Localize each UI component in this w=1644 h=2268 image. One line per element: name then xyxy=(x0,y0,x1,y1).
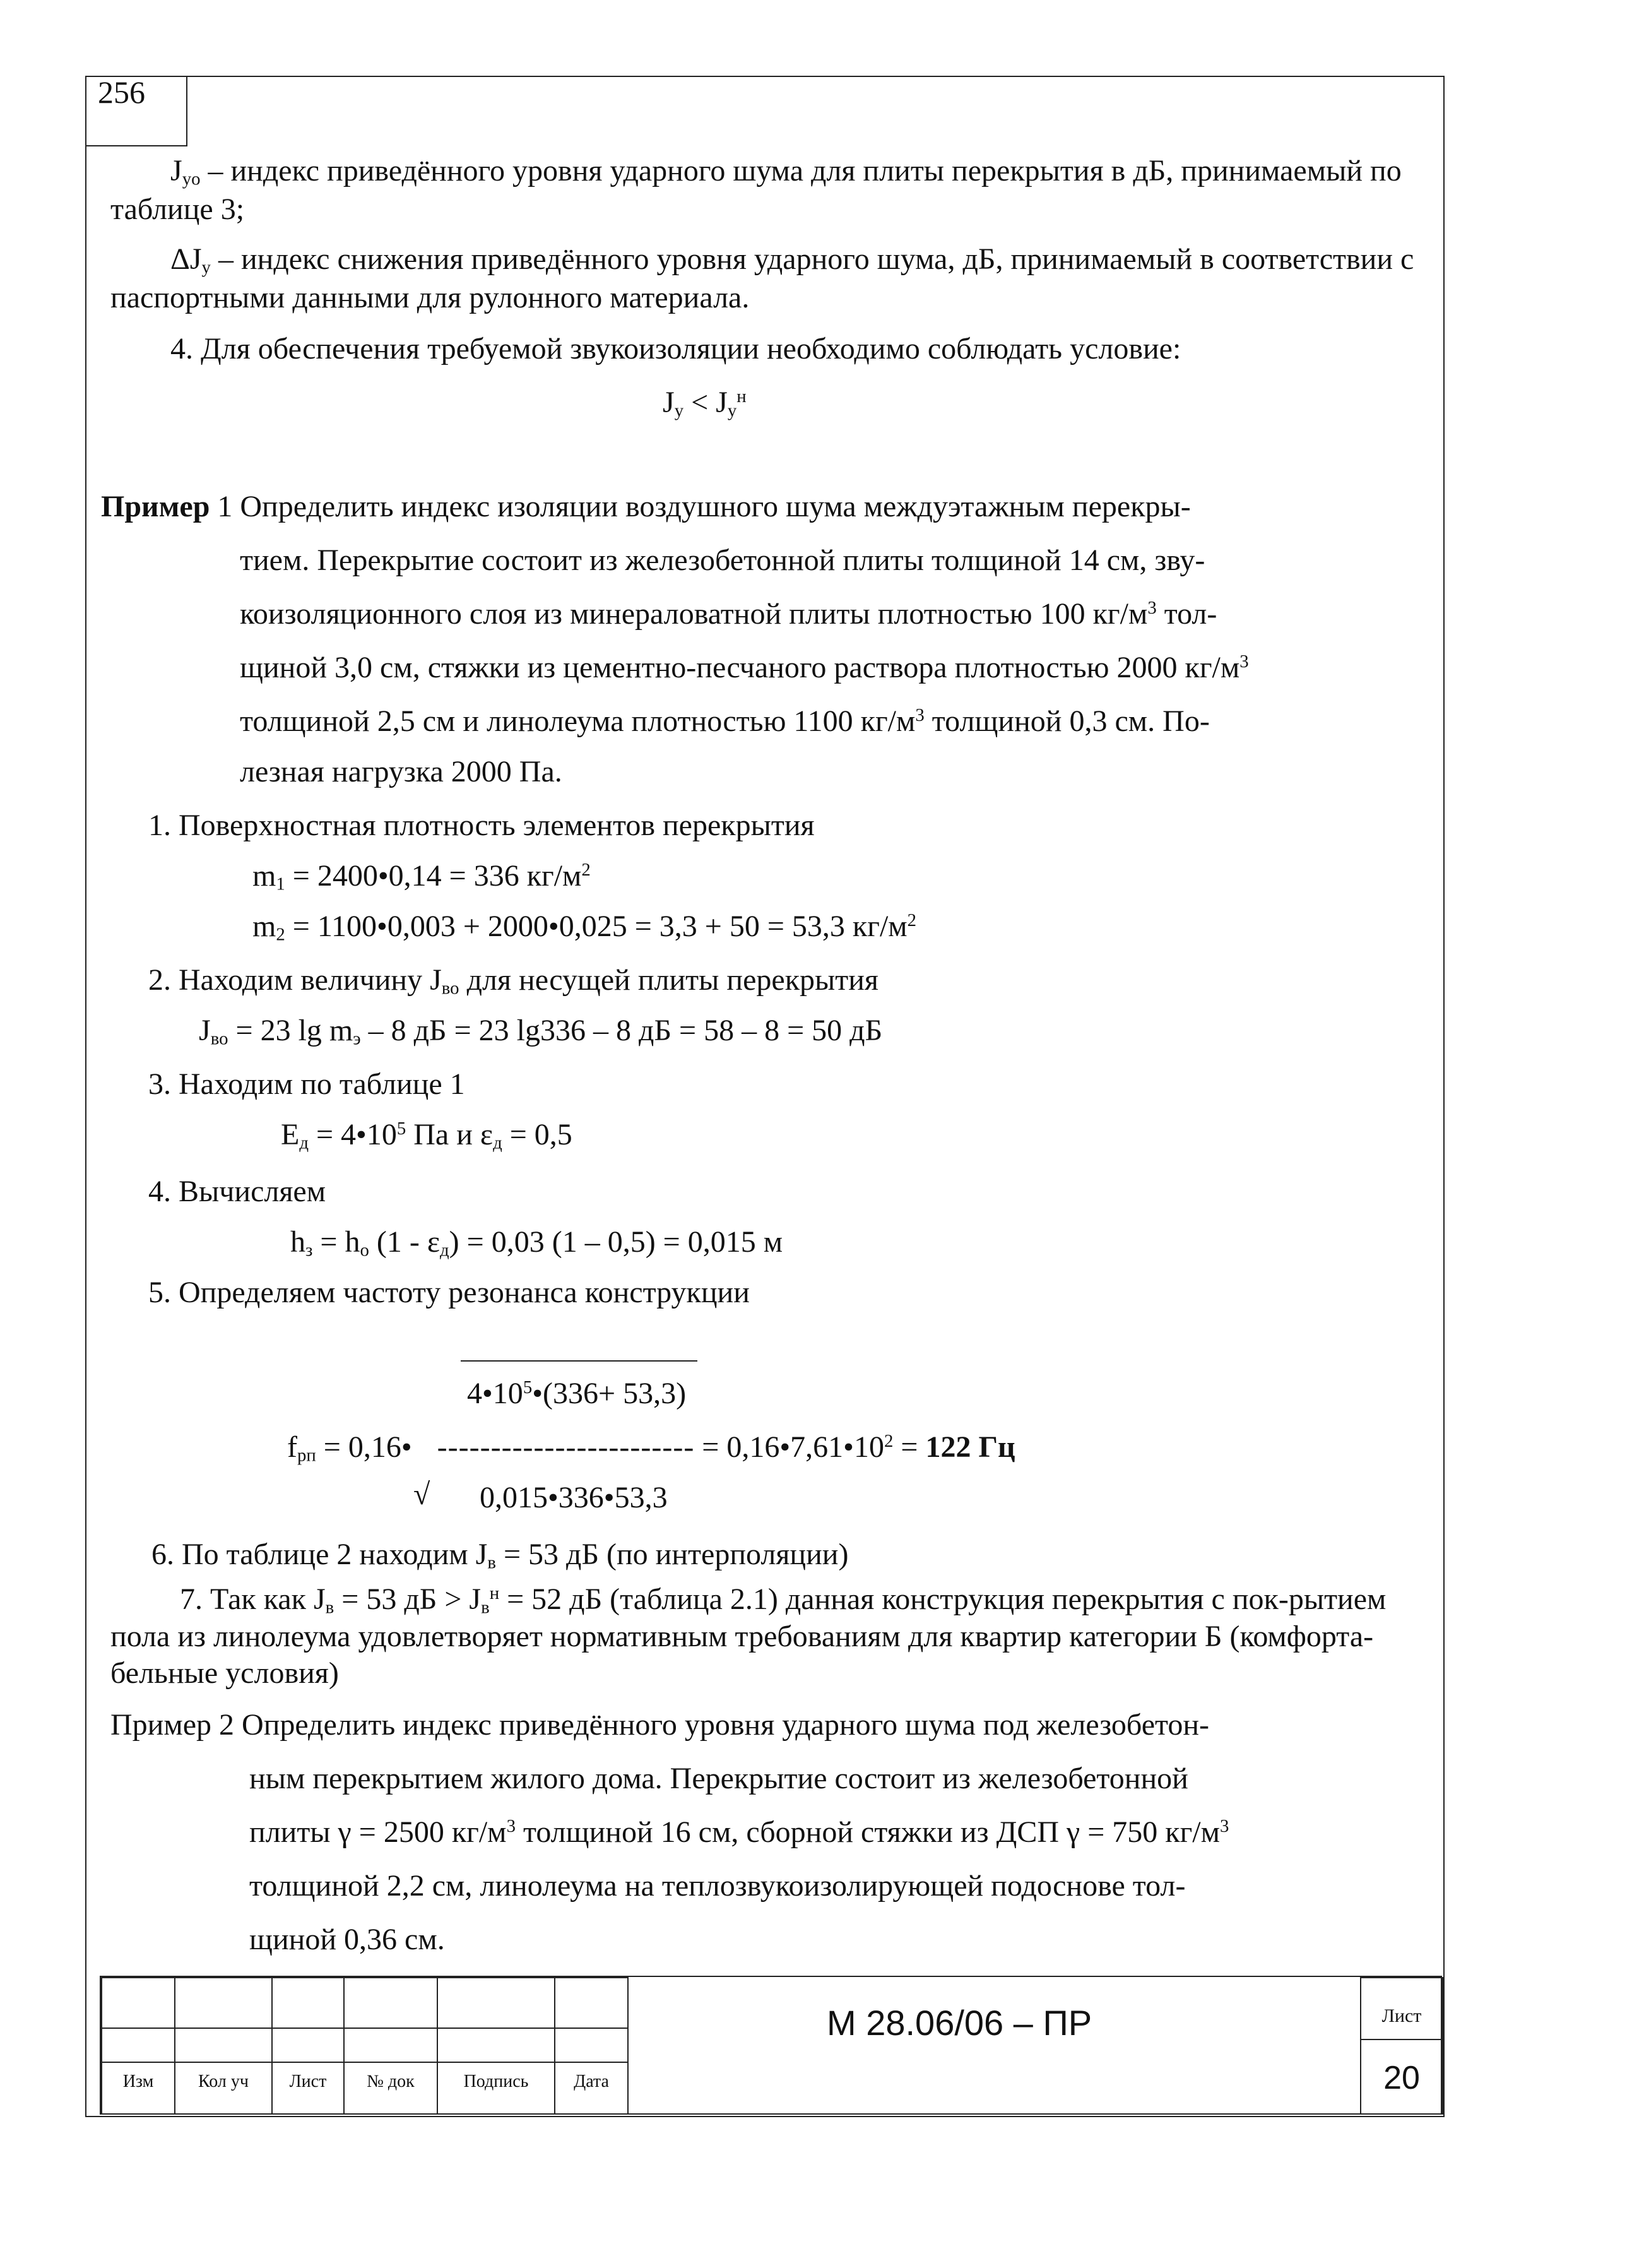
condition-formula: $J_у < J_у^н$ xyxy=(663,386,747,421)
col-kol-uch: Кол уч xyxy=(198,2072,249,2091)
jyo-text: – индекс приведённого уровня ударного шума для плиты перекрытия в дБ, принимаемый по таблице 3; xyxy=(110,154,1402,227)
djy-text: – индекс снижения приведённого уровня ударного шума, дБ, принимаемый в соответствии с паспортными данными для рулонного материала. xyxy=(110,242,1414,315)
example1-line5: толщиной 2,5 см и линолеума плотностью 1100 $кг/м^3$ толщиной 0,3 см. По- xyxy=(240,704,1210,738)
title-block xyxy=(100,1976,1442,2115)
example1-line4: щиной 3,0 см, стяжки из цементно-песчаного раствора плотностью 2000 $кг/м^3$ xyxy=(240,651,1249,684)
step4-heading: 4. Вычисляем xyxy=(148,1175,326,1208)
col-list: Лист xyxy=(289,2072,327,2091)
example2-line3: плиты γ = 2500 $кг/м^3$ толщиной 16 см, сборной стяжки из ДСП γ = 750 $кг/м^3$ xyxy=(249,1815,1229,1849)
condition-intro: 4. Для обеспечения требуемой звукоизоляции необходимо соблюдать условие: xyxy=(170,332,1181,365)
step3-heading: 3. Находим по таблице 1 xyxy=(148,1067,465,1101)
definition-jyo xyxy=(110,151,1436,229)
example1-line6: лезная нагрузка 2000 Па. xyxy=(240,755,562,788)
step5-heading: 5. Определяем частоту резонанса конструкции xyxy=(148,1276,750,1309)
col-signature: Подпись xyxy=(463,2072,529,2091)
formula-h: $h_з = h_о$ $(1 - \varepsilon_д) = 0,03$ (1 – 0,5) = 0,015 м xyxy=(290,1225,783,1261)
example1-label: Пример xyxy=(101,490,210,523)
document-code: М 28.06/06 – ПР xyxy=(827,2003,1092,2043)
step6: 6. По таблице 2 находим $J_в = 53$ дБ (по интерполяции) xyxy=(151,1538,849,1573)
djy-subscript: у xyxy=(201,257,211,278)
col-izm: Изм xyxy=(122,2072,154,2091)
sheet-label: Лист xyxy=(1381,2005,1422,2026)
example2-heading: Пример 2 Определить индекс приведённого уровня ударного шума под железобетон- xyxy=(110,1708,1210,1742)
fraction-denominator: 0,015•336•53,3 xyxy=(480,1481,668,1514)
example2-line4: толщиной 2,2 см, линолеума на теплозвукоизолирующей подоснове тол- xyxy=(249,1869,1186,1903)
example1-line3: коизоляционного слоя из минераловатной плиты плотностью 100 $кг/м^3$ тол- xyxy=(240,597,1217,631)
result-frequency: 122 Гц xyxy=(925,1430,1015,1464)
fraction-numerator: $4•10^5•(336+ 53,3)$ xyxy=(467,1377,687,1410)
example2-line2: ным перекрытием жилого дома. Перекрытие состоит из железобетонной xyxy=(249,1762,1188,1795)
step7: 7. Так как $J_в = 53$ дБ > $J_в^н = 52$ дБ (таблица 2.1) данная конструкция перекрытия с пок-рытием пола из линолеума удовлетворяет нормативным требованиям для квартир категории Б (комфорта-бельные условия) xyxy=(110,1582,1387,1690)
example1-heading: Пример 1 Определить индекс изоляции воздушного шума междуэтажным перекры- xyxy=(101,490,1191,523)
formula-e: $E_д$ = $4•10^5$ Па и $\varepsilon_д = 0,5$ xyxy=(281,1118,572,1153)
step1-heading: 1. Поверхностная плотность элементов перекрытия xyxy=(148,809,815,842)
jyo-subscript: yo xyxy=(182,169,201,189)
sheet-number: 20 xyxy=(1383,2060,1420,2096)
formula-jvo: $J_{во} = 23$ $\lg m_э - 8$ дБ = 23 lg336 – 8 дБ = 58 – 8 = 50 дБ xyxy=(199,1014,883,1049)
example2-line5: щиной 0,36 см. xyxy=(249,1923,445,1956)
jyo-symbol: J xyxy=(170,154,182,187)
fraction-line: ------------------------ xyxy=(437,1430,695,1464)
formula-m2: $m_2$ = 1100•0,003 + 2000•0,025 = 3,3 + 50 = 53,3 $кг/м^2$ xyxy=(252,910,917,945)
example1-line2: тием. Перекрытие состоит из железобетонной плиты толщиной 14 см, зву- xyxy=(240,543,1205,577)
col-date: Дата xyxy=(574,2072,609,2091)
step2-heading: 2. Находим величину $J_{во}$ для несущей плиты перекрытия xyxy=(148,963,879,999)
definition-djy xyxy=(110,240,1436,318)
formula-m1: $m_1$ = 2400•0,14 = 336 $кг/м^2$ xyxy=(252,859,591,894)
col-doc-no: № док xyxy=(367,2072,415,2091)
formula-frp: $f_{рп}$ = 0,16• ------------------------ = $0,16•7,61•10^2 = 122$ Гц xyxy=(287,1430,1015,1466)
page-number: 256 xyxy=(98,74,145,110)
sqrt-vinculum xyxy=(461,1360,697,1362)
sqrt-sign: √ xyxy=(413,1478,430,1511)
djy-symbol: ΔJ xyxy=(170,242,202,276)
